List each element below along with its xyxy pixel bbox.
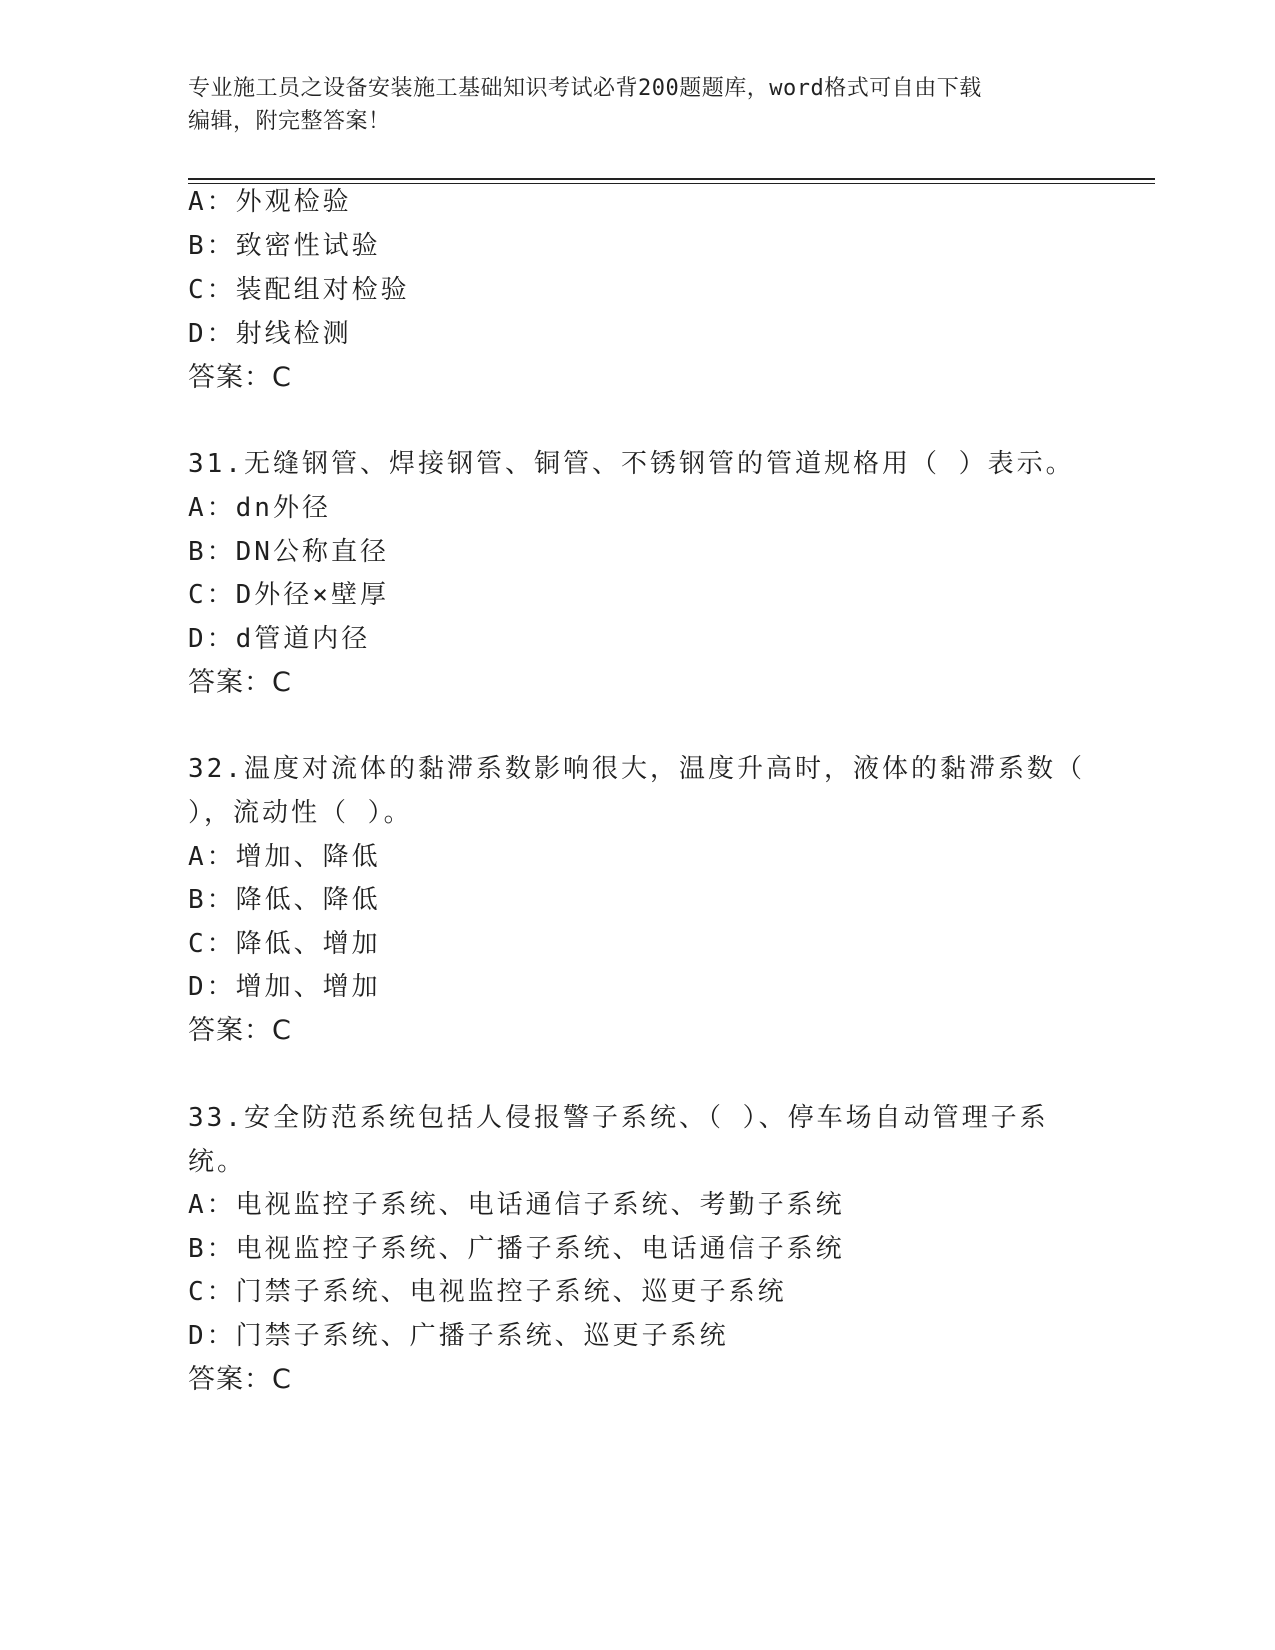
q30-option-c: C：装配组对检验: [188, 275, 410, 305]
q31-answer: 答案：C: [188, 667, 292, 698]
q33-stem-line-2: 统。: [188, 1147, 247, 1177]
q31-option-d: D：d管道内径: [188, 624, 371, 654]
q32-option-c: C：降低、增加: [188, 929, 381, 959]
q32-option-d: D：增加、增加: [188, 972, 381, 1002]
header-title-line-1: 专业施工员之设备安装施工基础知识考试必背200题题库，word格式可自由下载: [188, 76, 982, 101]
q33-stem-line-1: 33.安全防范系统包括人侵报警子系统、（ ）、停车场自动管理子系: [188, 1103, 1049, 1133]
q32-option-a: A：增加、降低: [188, 842, 381, 872]
header-title-line-2: 编辑，附完整答案！: [188, 109, 391, 134]
q31-option-a: A：dn外径: [188, 493, 331, 523]
q33-answer: 答案：C: [188, 1364, 292, 1395]
q30-option-b: B：致密性试验: [188, 231, 381, 261]
q33-option-d: D：门禁子系统、广播子系统、巡更子系统: [188, 1321, 729, 1351]
header-divider-thick: [188, 178, 1155, 180]
q32-stem-line-2: ），流动性（ ）。: [188, 798, 413, 828]
q32-option-b: B：降低、降低: [188, 885, 381, 915]
q31-option-b: B：DN公称直径: [188, 537, 389, 567]
q33-option-b: B：电视监控子系统、广播子系统、电话通信子系统: [188, 1234, 845, 1264]
q30-option-a: A：外观检验: [188, 187, 352, 217]
q33-option-c: C：门禁子系统、电视监控子系统、巡更子系统: [188, 1277, 787, 1307]
q32-stem-line-1: 32.温度对流体的黏滞系数影响很大，温度升高时，液体的黏滞系数（: [188, 754, 1085, 784]
q31-stem: 31.无缝钢管、焊接钢管、铜管、不锈钢管的管道规格用（ ）表示。: [188, 449, 1075, 479]
q30-option-d: D：射线检测: [188, 319, 352, 349]
header-divider-thin: [188, 183, 1155, 184]
q31-option-c: C：D外径×壁厚: [188, 580, 389, 610]
q32-answer: 答案：C: [188, 1015, 292, 1046]
q33-option-a: A：电视监控子系统、电话通信子系统、考勤子系统: [188, 1190, 845, 1220]
document-header: [188, 72, 1088, 138]
q30-answer: 答案：C: [188, 362, 292, 393]
